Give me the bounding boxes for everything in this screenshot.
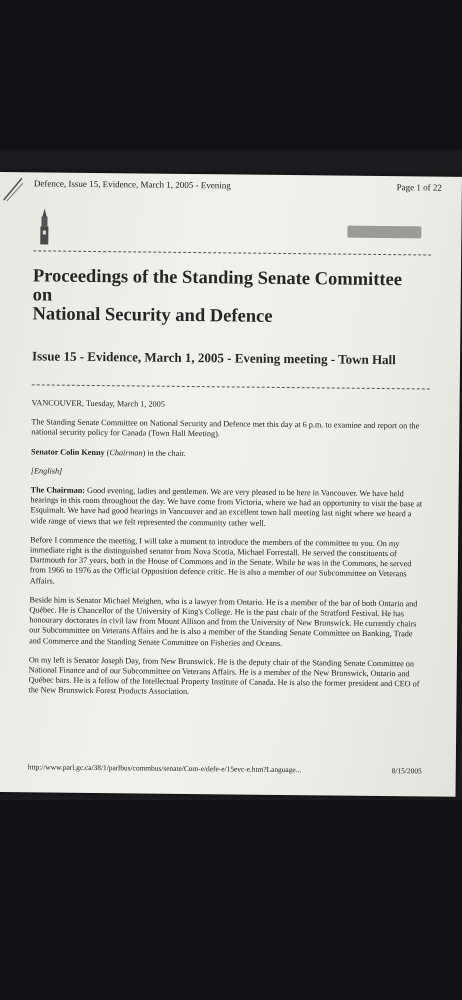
title-line-2: on	[32, 285, 53, 306]
header-title: Defence, Issue 15, Evidence, March 1, 2005 - Evening	[33, 178, 231, 191]
footer-date: 8/15/2005	[391, 766, 422, 776]
page-title	[32, 267, 433, 328]
footer-url: http://www.parl.gc.ca/38/1/parlbus/commbus/senate/Com-e/defe-e/15evc-e.htm?Language...	[27, 762, 302, 775]
paragraph-1	[30, 485, 424, 530]
document-body	[28, 398, 425, 709]
speaker-label: The Chairman:	[30, 485, 86, 495]
pen-mark-icon	[2, 174, 24, 202]
divider-top	[33, 250, 431, 255]
chair-line: Senator Colin Kenny (Chairman) in the chair.	[31, 446, 186, 458]
title-line-1: Proceedings of the Standing Senate Committee	[32, 266, 403, 291]
language-tag: [English]	[30, 466, 63, 476]
paragraph-3: Beside him is Senator Michael Meighen, who is a lawyer from Ontario. He is a member of the bar of both Ontario and Québec. He is Chancellor of the University of King's College. He is the past chair of the Stratford Festival. He has honourary doctorates in civil law from Mount Allison and from the University of New Brunswick. He currently chairs our Subcommittee on Veterans Affairs and he is also a member of the Standing Senate Committee on Banking, Trade and Commerce and the Standing Senate Committee on Fisheries and Oceans.	[29, 595, 418, 648]
chair-suffix: in the chair.	[145, 448, 186, 458]
divider-bottom	[32, 384, 430, 389]
page-header	[34, 178, 442, 192]
issue-subtitle: Issue 15 - Evidence, March 1, 2005 - Evening meeting - Town Hall	[31, 348, 396, 368]
page-footer	[28, 762, 422, 775]
paragraph-4: On my left is Senator Joseph Day, from New Brunswick. He is the deputy chair of the Standing Senate Committee on National Finance and of our Subcommittee on Veterans Affairs. He is a member of the New Brunswick, Ontario and Québec bars. He is a fellow of the Intellectual Property Institute of Canada. He is also the former president and CEO of the New Brunswick Forest Products Association.	[28, 655, 420, 697]
chair-name: Senator Colin Kenny	[31, 446, 105, 457]
chair-role: Chairman	[109, 447, 143, 458]
dateline: VANCOUVER, Tuesday, March 1, 2005	[31, 398, 165, 409]
title-line-3: National Security and Defence	[32, 304, 273, 327]
peace-tower-icon	[37, 208, 51, 246]
paragraph-2: Before I commence the meeting, I will take a moment to introduce the members of the committee to you. On my immediate right is the distinguished senator from Nova Scotia, Michael Forrestall. He served the constituents of Dartmouth for 37 years, both in the House of Commons and in the Senate. While he was in the Commons, he served from 1966 to 1976 as the Official Opposition defence critic. He is also a member of our Subcommittee on Veterans Affairs.	[29, 535, 412, 586]
stamp-mark	[347, 226, 421, 239]
intro-paragraph: The Standing Senate Committee on National Security and Defence met this day at 6 p.m. to examine and report on the national security policy for Canada (Town Hall Meeting).	[31, 417, 420, 439]
page-number: Page 1 of 22	[396, 182, 442, 193]
paragraph-1-text: Good evening, ladies and gentlemen. We are very pleased to be here in Vancouver. We have held hearings in this room throughout the day. We have come from Victoria, where we had an opportunity to visit the base at Esquimalt. We have had good hearings in Vancouver and an excellent town hall meeting last night where we heard a wide range of views that we felt represented the community rather well.	[30, 485, 423, 528]
document-page	[0, 172, 462, 797]
